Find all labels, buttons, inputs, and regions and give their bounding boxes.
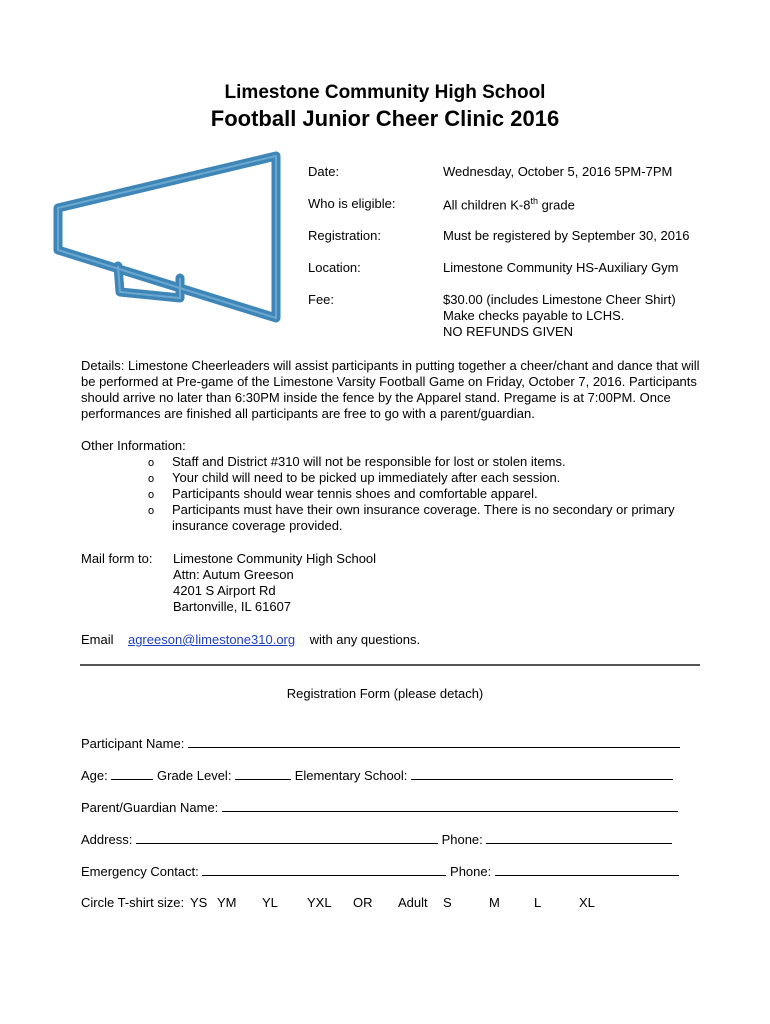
email-line: [81, 632, 420, 647]
adult-label: Adult: [398, 895, 428, 910]
parent-label: Parent/Guardian Name:: [81, 800, 219, 815]
school-title: Limestone Community High School: [224, 82, 546, 103]
list-item: [148, 470, 708, 487]
registration-label: Registration:: [308, 228, 381, 243]
tshirt-label: Circle T-shirt size:: [81, 895, 185, 910]
megaphone-icon: [48, 150, 288, 325]
mail-line: Attn: Autum Greeson: [173, 567, 294, 582]
fee-value: [443, 292, 676, 340]
list-item-text: Participants should wear tennis shoes and comfortable apparel.: [172, 486, 538, 501]
size-ys[interactable]: YS: [190, 895, 208, 910]
size-m[interactable]: M: [489, 895, 500, 910]
date-value: [443, 164, 672, 179]
game-date: Friday, October 7, 2016: [486, 374, 622, 389]
emergency-label: Emergency Contact:: [81, 864, 199, 879]
age-label: Age:: [81, 768, 108, 783]
bullet-icon: o: [148, 457, 155, 469]
participant-name-field[interactable]: [188, 735, 680, 748]
other-info-label: Other Information:: [81, 438, 186, 453]
grade-field[interactable]: [235, 767, 291, 780]
size-ym[interactable]: YM: [217, 895, 237, 910]
mail-line: Limestone Community High School: [173, 551, 377, 566]
registration-date: September 30, 2016: [571, 228, 690, 243]
details-text2: . Participants should arrive no later than 6:30PM inside the fence by the Apparel stand. Pregame is at 7:00PM. Once performances are finished all participants are free to go with a parent/guardian.: [81, 374, 697, 421]
registration-form-title: [0, 686, 770, 701]
age-field[interactable]: [111, 767, 153, 780]
address-field[interactable]: [136, 831, 438, 844]
form-title: Registration Form: [286, 686, 391, 701]
size-yl[interactable]: YL: [262, 895, 278, 910]
eligible-sup: th: [530, 196, 538, 206]
details-paragraph: [81, 358, 701, 422]
list-item-text: Participants must have their own insurance coverage. There is no secondary or primary insurance coverage provided.: [172, 502, 675, 533]
bullet-icon: o: [148, 489, 155, 501]
address-label: Address:: [81, 832, 133, 847]
age-grade-row: [81, 767, 673, 783]
registration-value: [443, 228, 689, 243]
fee-line2: Make checks payable to LCHS.: [443, 308, 625, 323]
parent-row: [81, 799, 678, 815]
or-label: OR: [353, 895, 373, 910]
mail-line: Bartonville, IL 61607: [173, 599, 292, 614]
email-suffix: with any questions.: [309, 632, 421, 647]
date-prefix: Wednesday,: [443, 164, 518, 179]
participant-row: [81, 735, 680, 751]
emergency-row: [81, 863, 679, 879]
form-title-note: (please detach): [390, 686, 484, 701]
grade-label: Grade Level:: [157, 768, 232, 783]
details-text1: Limestone Cheerleaders will assist participants in putting together a cheer/chant and dance that will be performed at Pre-game of the Limestone Varsity Football Game on: [81, 358, 700, 389]
date-label: Date:: [308, 164, 340, 179]
emergency-phone-label: Phone:: [450, 864, 492, 879]
email-link[interactable]: agreeson@limestone310.org: [127, 632, 296, 647]
address-row: [81, 831, 672, 847]
phone-field[interactable]: [486, 831, 672, 844]
list-item: [148, 502, 708, 534]
event-title: Football Junior Cheer Clinic 2016: [210, 106, 560, 131]
details-label: Details:: [81, 358, 125, 373]
list-item-text: Staff and District #310 will not be responsible for lost or stolen items.: [172, 454, 566, 469]
email-prefix: Email: [81, 632, 114, 647]
location-label: Location:: [308, 260, 361, 275]
school-field[interactable]: [411, 767, 673, 780]
bullet-icon: o: [148, 473, 155, 485]
detach-divider: [80, 664, 700, 666]
location-value: Limestone Community HS-Auxiliary Gym: [443, 260, 679, 275]
size-l[interactable]: L: [534, 895, 542, 910]
eligible-label: Who is eligible:: [308, 196, 396, 211]
date-emphasis: October 5, 2016 5PM-7PM: [517, 164, 673, 179]
list-item: [148, 486, 708, 503]
eligible-pre: All children K-8: [443, 197, 531, 213]
parent-name-field[interactable]: [222, 799, 678, 812]
eligible-value: [443, 196, 575, 212]
emergency-phone-field[interactable]: [495, 863, 679, 876]
size-yxl[interactable]: YXL: [307, 895, 332, 910]
list-item: [148, 454, 708, 471]
fee-line3: NO REFUNDS GIVEN: [443, 324, 574, 339]
bullet-icon: o: [148, 505, 155, 517]
school-label: Elementary School:: [294, 768, 408, 783]
list-item-text: Your child will need to be picked up immediately after each session.: [172, 470, 561, 485]
phone-label: Phone:: [441, 832, 483, 847]
mail-label: Mail form to:: [81, 551, 153, 566]
fee-label: Fee:: [308, 292, 335, 307]
size-s[interactable]: S: [443, 895, 452, 910]
mail-address: [173, 551, 376, 615]
size-xl[interactable]: XL: [579, 895, 595, 910]
mail-line: 4201 S Airport Rd: [173, 583, 276, 598]
emergency-contact-field[interactable]: [202, 863, 446, 876]
participant-label: Participant Name:: [81, 736, 185, 751]
registration-prefix: Must be registered by: [443, 228, 572, 243]
eligible-post: grade: [537, 197, 575, 213]
fee-line1: $30.00 (includes Limestone Cheer Shirt): [443, 292, 676, 307]
